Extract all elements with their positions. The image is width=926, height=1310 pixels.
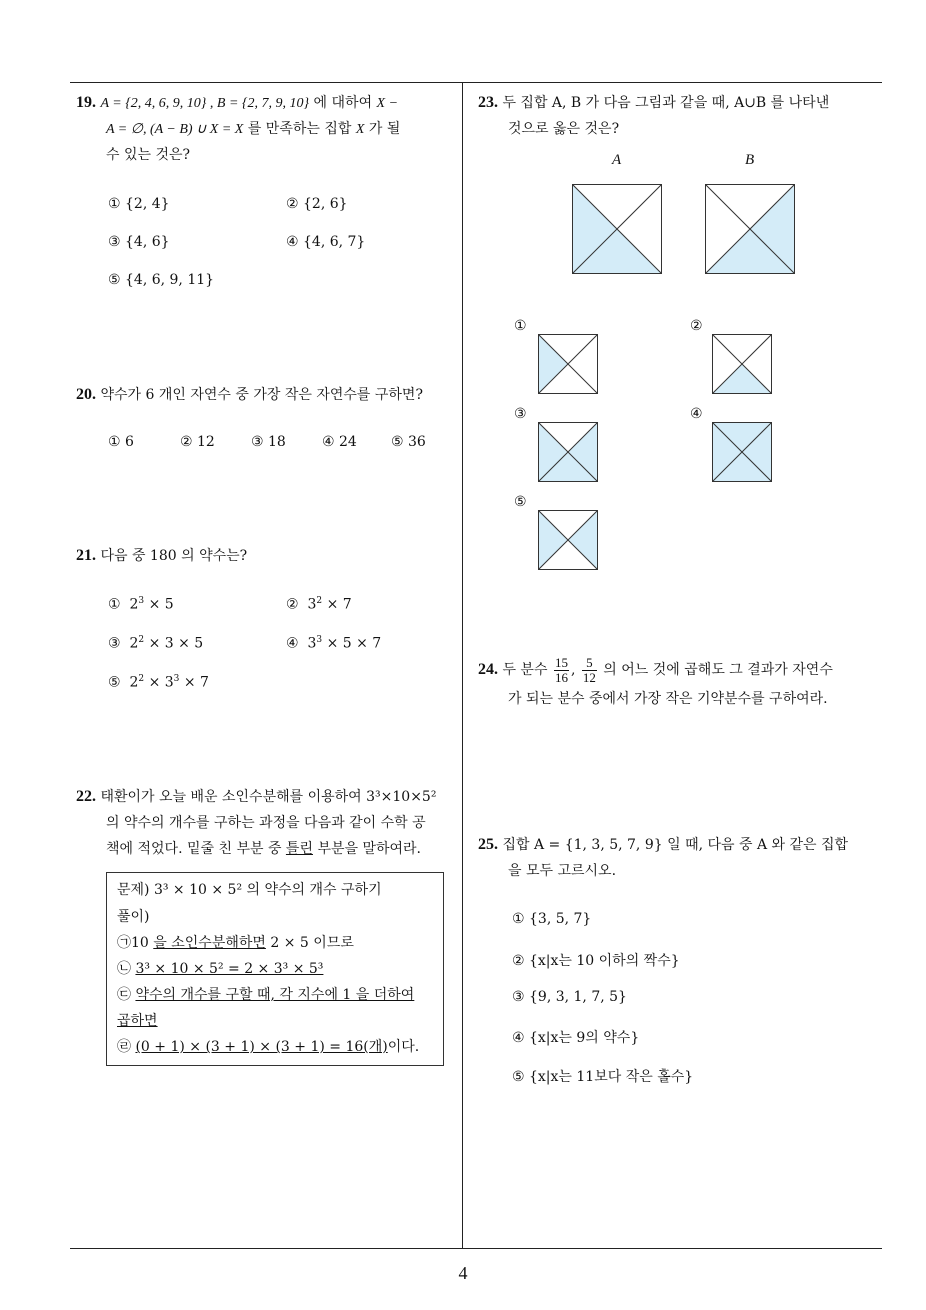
- underlined-step: 약수의 개수를 구할 때, 각 지수에 1 을 더하여: [135, 987, 415, 1003]
- question-number: 20.: [76, 386, 96, 403]
- question-text: 두 집합 A, B 가 다음 그림과 같을 때, A∪B 를 나타낸: [502, 95, 830, 111]
- exponent: 2: [138, 674, 145, 684]
- underlined-step: 을 소인수분해하면: [153, 935, 266, 951]
- option-2[interactable]: ② {x|x는 10 이하의 짝수}: [512, 953, 680, 969]
- label-b: B: [745, 152, 755, 168]
- base: 2: [129, 635, 139, 652]
- underlined-word: 틀린: [285, 841, 313, 857]
- base: 2: [129, 674, 139, 691]
- option-1[interactable]: ① {3, 5, 7}: [512, 911, 592, 927]
- text: 수 있는 것은?: [106, 147, 191, 163]
- underlined-step: 3³ × 10 × 5² = 2 × 3³ × 5³: [135, 961, 324, 977]
- rest: 2 × 5 이므로: [265, 935, 354, 951]
- exponent: 3: [316, 635, 323, 645]
- text: 를 만족하는 집합: [247, 121, 352, 137]
- option-mark: ①: [108, 596, 121, 613]
- mid: × 3: [144, 674, 174, 691]
- question-number: 23.: [478, 94, 498, 111]
- question-number: 21.: [76, 547, 96, 564]
- option-mark: ⑤: [108, 674, 121, 691]
- fraction-2: [582, 656, 597, 685]
- mark: ㉡: [117, 961, 131, 977]
- set-b-diagram: [705, 184, 795, 274]
- option-4-diagram[interactable]: [712, 422, 772, 482]
- option-5[interactable]: ⑤ {4, 6, 9, 11}: [108, 272, 215, 288]
- math: X: [355, 122, 365, 137]
- option-3[interactable]: ③ 18: [251, 434, 286, 450]
- option-1[interactable]: ① 6: [108, 434, 134, 450]
- question-text: 집합 A = {1, 3, 5, 7, 9} 일 때, 다음 중 A 와 같은 집합: [502, 837, 849, 853]
- question-text: 다음 중 180 의 약수는?: [100, 548, 248, 564]
- numerator: 5: [582, 656, 597, 671]
- denominator: 16: [554, 669, 568, 685]
- base: 3: [307, 596, 317, 613]
- option-3[interactable]: [108, 635, 203, 652]
- option-1[interactable]: [108, 596, 174, 613]
- question-number: 19.: [76, 94, 96, 111]
- option-4[interactable]: ④: [690, 406, 703, 422]
- fraction-1: [554, 656, 569, 685]
- option-3[interactable]: ③: [514, 406, 527, 422]
- box-line-c: [117, 984, 414, 1004]
- rest: × 5: [144, 596, 174, 613]
- mark: ㉠10: [117, 935, 149, 951]
- mark: ㉢: [117, 987, 131, 1003]
- rest: × 7: [322, 596, 352, 613]
- rest: × 7: [179, 674, 209, 691]
- option-5[interactable]: ⑤ 36: [391, 434, 426, 450]
- top-rule: [70, 82, 882, 83]
- option-1-diagram[interactable]: [538, 334, 598, 394]
- option-2[interactable]: ②: [690, 318, 703, 334]
- option-3[interactable]: ③ {9, 3, 1, 7, 5}: [512, 989, 627, 1005]
- option-5-diagram[interactable]: [538, 510, 598, 570]
- option-5[interactable]: ⑤ {x|x는 11보다 작은 홀수}: [512, 1069, 694, 1085]
- box-line-problem: 문제) 3³ × 10 × 5² 의 약수의 개수 구하기: [117, 882, 382, 898]
- option-4[interactable]: ④ {x|x는 9의 약수}: [512, 1030, 640, 1046]
- option-mark: ④: [286, 635, 299, 652]
- option-3-diagram[interactable]: [538, 422, 598, 482]
- rest: × 3 × 5: [144, 635, 204, 652]
- option-4[interactable]: ④ 24: [322, 434, 357, 450]
- bottom-rule: [70, 1248, 882, 1249]
- label-a: A: [612, 152, 622, 168]
- question-text: 것으로 옳은 것은?: [508, 121, 620, 137]
- text: 의 어느 것에 곱해도 그 결과가 자연수: [603, 662, 833, 678]
- question-number: 22.: [76, 788, 96, 805]
- exponent: 2: [316, 596, 323, 606]
- rest: × 5 × 7: [322, 635, 382, 652]
- base: 3: [307, 635, 317, 652]
- option-2-diagram[interactable]: [712, 334, 772, 394]
- exponent: 2: [138, 635, 145, 645]
- base: 2: [129, 596, 139, 613]
- question-number: 25.: [478, 836, 498, 853]
- question-number: 24.: [478, 661, 498, 678]
- exponent: 3: [138, 596, 145, 606]
- option-mark: ③: [108, 635, 121, 652]
- option-4[interactable]: ④ {4, 6, 7}: [286, 234, 366, 250]
- option-mark: ②: [286, 596, 299, 613]
- option-2[interactable]: ② {2, 6}: [286, 196, 348, 212]
- option-4[interactable]: [286, 635, 381, 652]
- mark: ㉣: [117, 1039, 131, 1055]
- question-text: 가 되는 분수 중에서 가장 작은 기약분수를 구하여라.: [508, 691, 828, 707]
- option-2[interactable]: ② 12: [180, 434, 215, 450]
- set-definition: A = {2, 4, 6, 9, 10} , B = {2, 7, 9, 10}: [100, 96, 310, 111]
- text: 두 분수: [502, 662, 548, 678]
- text: 에 대하여: [313, 95, 373, 111]
- column-divider: [462, 82, 463, 1248]
- box-line-d: [117, 1036, 419, 1056]
- text: 가 될: [368, 121, 401, 137]
- math: A = ∅, (A − B) ∪ X = X: [106, 122, 244, 137]
- underlined-step: (0 + 1) × (3 + 1) × (3 + 1) = 16(개): [135, 1039, 388, 1055]
- option-3[interactable]: ③ {4, 6}: [108, 234, 170, 250]
- question-text: 약수가 6 개인 자연수 중 가장 작은 자연수를 구하면?: [100, 387, 423, 403]
- option-5[interactable]: [108, 674, 209, 691]
- text: 책에 적었다. 밑줄 친 부분 중: [106, 841, 282, 857]
- box-line-solution: 풀이): [117, 909, 150, 925]
- option-5[interactable]: ⑤: [514, 494, 527, 510]
- option-1[interactable]: ①: [514, 318, 527, 334]
- exponent: 3: [173, 674, 180, 684]
- rest: 이다.: [387, 1039, 420, 1055]
- box-line-c2: [117, 1010, 158, 1030]
- page-number: 4: [458, 1263, 468, 1283]
- denominator: 12: [582, 669, 596, 685]
- box-line-b: [117, 958, 323, 978]
- question-text: 의 약수의 개수를 구하는 과정을 다음과 같이 수학 공: [106, 815, 426, 831]
- numerator: 15: [554, 654, 568, 670]
- option-1[interactable]: ① {2, 4}: [108, 196, 170, 212]
- set-a-diagram: [572, 184, 662, 274]
- box-line-a: [117, 932, 354, 952]
- text: 부분을 말하여라.: [317, 841, 422, 857]
- solution-box: [106, 872, 444, 1066]
- underlined-step: 곱하면: [117, 1013, 158, 1029]
- question-text: 태환이가 오늘 배운 소인수분해를 이용하여 3³×10×5²: [100, 789, 437, 805]
- question-text: 을 모두 고르시오.: [508, 863, 617, 879]
- math: X −: [376, 96, 399, 111]
- option-2[interactable]: [286, 596, 352, 613]
